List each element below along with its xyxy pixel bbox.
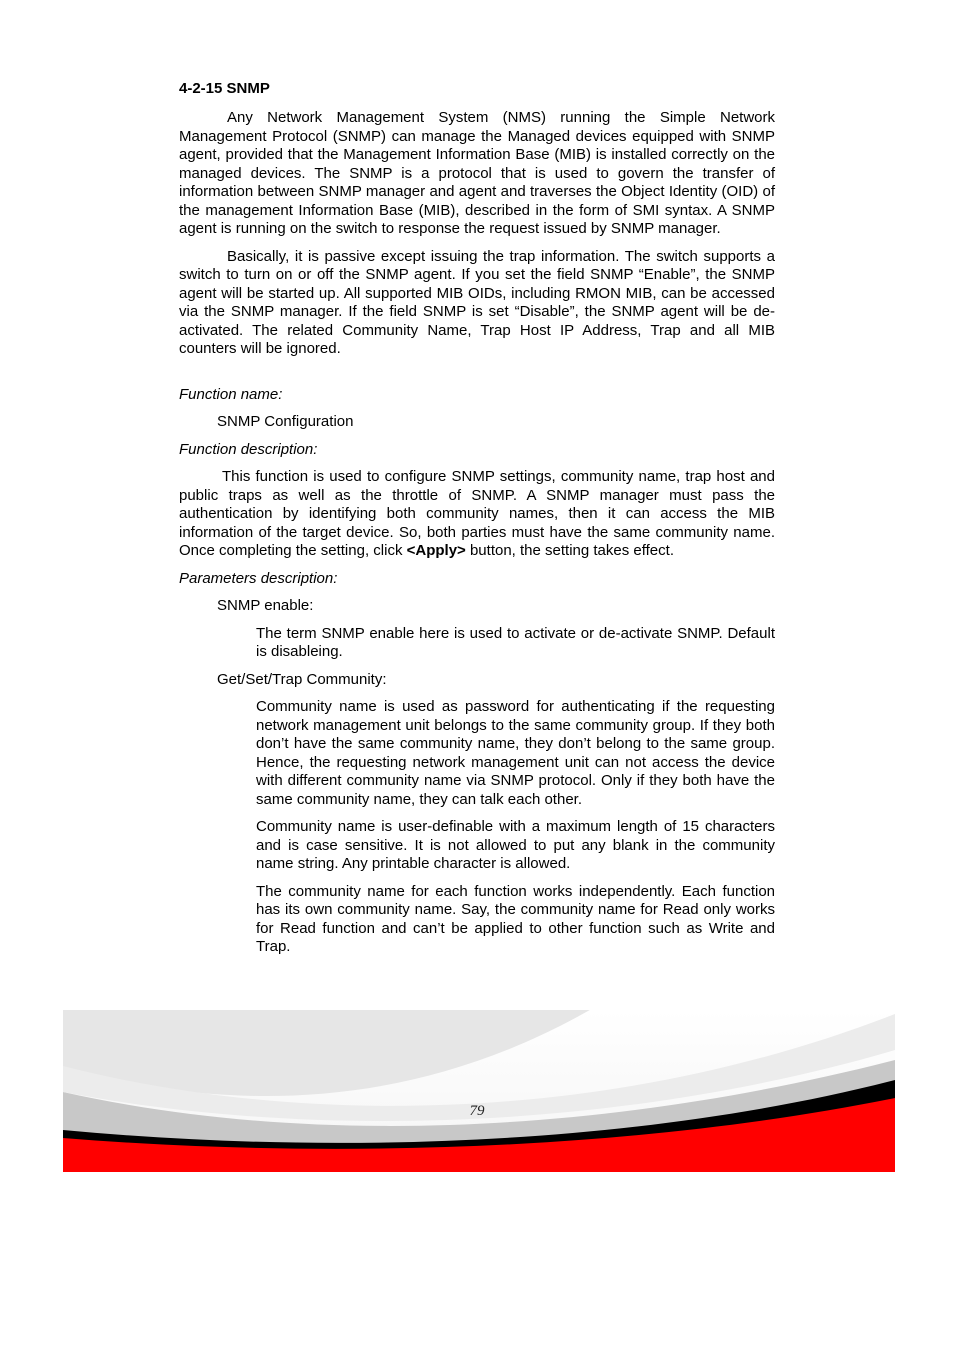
parameters-description-label: Parameters description: (179, 569, 338, 587)
page-footer-swoosh (63, 1010, 895, 1172)
param-community-desc-2: Community name is user-definable with a maximum length of 15 characters and is case sensitive. It is not allowed to put any blank in the community name string. Any printable character is allowed. (256, 818, 775, 872)
function-description-text-after: button, the setting takes effect. (465, 542, 674, 559)
param-community-desc-3: The community name for each function works independently. Each function has its own community name. Say, the community name for Read only works for Read function and can’t be applied to other function such as Write and Trap. (256, 882, 775, 955)
intro-paragraph-1: Any Network Management System (NMS) running the Simple Network Management Protocol (SNMP) can manage the Managed devices equipped with SNMP agent, provided that the Management Information Base (MIB) is installed correctly on the managed devices. The SNMP is a protocol that is used to govern the transfer of information between SNMP manager and agent and traverses the Object Identity (OID) of the management Information Base (MIB), described in the form of SMI syntax. A SNMP agent is running on the switch to response the request issued by SNMP manager. (179, 109, 775, 237)
spacer (179, 368, 775, 386)
intro-paragraph-2: Basically, it is passive except issuing the trap information. The switch supports a switch to turn on or off the SNMP agent. If you set the field SNMP “Enable”, the SNMP agent will be started up. All supported MIB OIDs, including RMON MIB, can be accessed via the SNMP manager. If the field SNMP is set “Disable”, the SNMP agent will be de-activated. The related Community Name, Trap Host IP Address, Trap and all MIB counters will be ignored. (179, 247, 775, 357)
param-snmp-enable-name: SNMP enable: (217, 597, 314, 614)
param-community-desc-1: Community name is used as password for authenticating if the requesting network management unit belongs to the same community group. If they both don’t have the same community name, they don’t belong to the same group. Hence, the requesting network management unit can not access the device with different community name via SNMP protocol. Only if they both have the same community name, they can talk each other. (256, 698, 775, 808)
function-description-text (179, 468, 775, 561)
function-description-text-before: This function is used to configure SNMP settings, community name, trap host and public traps as well as the throttle of SNMP. A SNMP manager must pass the authentication by identifying both community names, then it can access the MIB information of the target device. So, both parties must have the same community name. Once completing the setting, click (179, 468, 775, 559)
param-snmp-enable-desc: The term SNMP enable here is used to activate or de-activate SNMP. Default is disableing. (256, 624, 775, 660)
function-description-label: Function description: (179, 440, 318, 458)
footer-swoosh-graphic (63, 1010, 895, 1172)
page-number: 79 (469, 1103, 485, 1119)
function-name-label: Function name: (179, 385, 283, 403)
apply-button-reference: <Apply> (406, 542, 466, 559)
function-name-value: SNMP Configuration (217, 413, 354, 430)
param-community-name: Get/Set/Trap Community: (217, 670, 387, 688)
document-body (179, 80, 775, 966)
section-title: 4-2-15 SNMP (179, 80, 270, 97)
